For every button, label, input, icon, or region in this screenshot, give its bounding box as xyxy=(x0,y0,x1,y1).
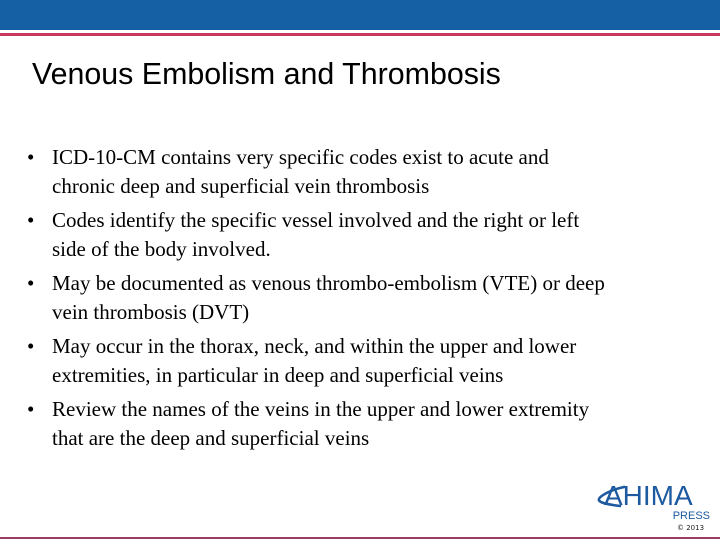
bullet-item xyxy=(0,332,720,390)
bullet-icon: • xyxy=(27,397,35,421)
slide-title: Venous Embolism and Thrombosis xyxy=(32,56,501,91)
bullet-icon: • xyxy=(27,145,35,169)
bullet-text-line: vein thrombosis (DVT) xyxy=(52,300,250,324)
bullet-text-line: Codes identify the specific vessel involved and the right or left xyxy=(52,208,580,232)
bullet-text-line: May occur in the thorax, neck, and within the upper and lower xyxy=(52,334,577,358)
bullet-icon: • xyxy=(27,334,35,358)
bullet-item xyxy=(0,206,720,264)
ahima-press-logo xyxy=(596,480,714,520)
bullet-text-line: extremities, in particular in deep and superficial veins xyxy=(52,363,504,387)
bullet-text-line: chronic deep and superficial vein thrombosis xyxy=(52,174,430,198)
bullet-list xyxy=(0,143,720,458)
bullet-item xyxy=(0,269,720,327)
header-divider-red xyxy=(0,33,720,36)
bullet-text-line: Review the names of the veins in the upper and lower extremity xyxy=(52,397,590,421)
logo-press-label: PRESS xyxy=(672,510,710,522)
logo-wordmark: AHIMA xyxy=(604,480,693,511)
bullet-item xyxy=(0,143,720,201)
copyright-text: © 2013 xyxy=(677,524,705,532)
bullet-item xyxy=(0,395,720,453)
bullet-text-line: May be documented as venous thrombo-embolism (VTE) or deep xyxy=(52,271,605,295)
bullet-text-line: that are the deep and superficial veins xyxy=(52,426,370,450)
bullet-text-line: side of the body involved. xyxy=(52,237,271,261)
bullet-icon: • xyxy=(27,208,35,232)
header-bar xyxy=(0,0,720,30)
bullet-icon: • xyxy=(27,271,35,295)
footer-divider xyxy=(0,537,720,539)
bullet-text-line: ICD-10-CM contains very specific codes exist to acute and xyxy=(52,145,549,169)
